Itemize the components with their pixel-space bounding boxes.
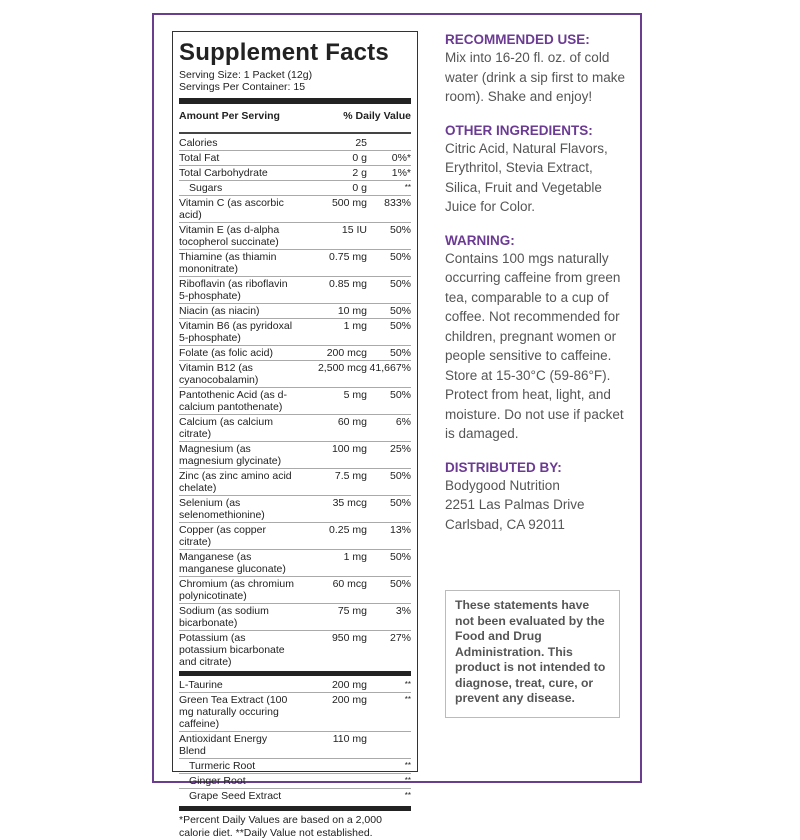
facts-row: [179, 441, 411, 468]
nutrient-daily-value: 50%: [389, 578, 411, 590]
nutrient-amount: [295, 775, 367, 787]
nutrient-name: Total Fat: [179, 152, 220, 164]
facts-row: [179, 603, 411, 630]
facts-row: [179, 692, 411, 731]
nutrient-daily-value: 50%: [389, 497, 411, 509]
nutrient-daily-value: 27%: [389, 632, 411, 644]
warning-heading: WARNING:: [445, 232, 515, 248]
section-divider: [179, 671, 411, 676]
nutrient-amount: 1 mg: [343, 320, 367, 332]
facts-row: [179, 549, 411, 576]
nutrient-daily-value: 50%: [389, 470, 411, 482]
nutrient-amount: 110 mg: [332, 733, 367, 745]
facts-row: [179, 522, 411, 549]
facts-row: [179, 318, 411, 345]
warning-text: Contains 100 mgs naturally occurring caffeine from green tea, comparable to a cup of coffee. Not recommended for children, pregnant women or people sensitive to caffeine. Store at 15-30°C (59-86°F). Protect from heat, light, and moisture. Do not use if packet is damaged.: [445, 250, 624, 441]
nutrient-daily-value: 6%: [395, 416, 411, 428]
nutrient-daily-value: **: [404, 680, 411, 689]
nutrient-amount: 60 mg: [337, 416, 367, 428]
nutrient-name: Calories: [179, 137, 218, 149]
nutrient-amount: 200 mg: [331, 694, 367, 706]
nutrient-amount: 0.85 mg: [329, 278, 367, 290]
nutrient-daily-value: 25%: [389, 443, 411, 455]
thick-divider: [179, 98, 411, 104]
nutrient-daily-value: 13%: [389, 524, 411, 536]
nutrient-name: Chromium (as chromium polynicotinate): [179, 578, 294, 602]
facts-row: [179, 249, 411, 276]
nutrient-name: Ginger Root: [189, 775, 246, 787]
nutrient-name: Vitamin B12 (as cyanocobalamin): [179, 362, 259, 386]
nutrient-amount: 0 g: [352, 182, 367, 194]
nutrient-daily-value: 50%: [389, 551, 411, 563]
nutrient-amount: 35 mcg: [332, 497, 367, 509]
nutrient-name: Vitamin C (as ascorbic acid): [179, 197, 284, 221]
servings-per-container: Servings Per Container: 15: [179, 81, 306, 93]
nutrient-daily-value: **: [404, 761, 411, 770]
facts-row: [179, 788, 411, 803]
nutrient-name: L-Taurine: [179, 679, 223, 691]
nutrient-daily-value: 50%: [389, 320, 411, 332]
nutrient-amount: 100 mg: [331, 443, 367, 455]
nutrient-amount: 5 mg: [343, 389, 367, 401]
nutrient-daily-value: 1%*: [391, 167, 411, 179]
fda-disclaimer: These statements have not been evaluated by the Food and Drug Administration. This product is not intended to diagnose, treat, cure, or prevent any disease.: [445, 590, 620, 718]
nutrient-name: Zinc (as zinc amino acid chelate): [179, 470, 292, 494]
nutrient-amount: 2 g: [352, 167, 367, 179]
nutrient-name: Turmeric Root: [189, 760, 256, 772]
nutrient-daily-value: [367, 733, 411, 757]
nutrient-name: Vitamin B6 (as pyridoxal 5-phosphate): [179, 320, 293, 344]
facts-row: [179, 165, 411, 180]
nutrient-name: Green Tea Extract (100 mg naturally occuring caffeine): [179, 694, 288, 730]
facts-row: [179, 576, 411, 603]
facts-row: [179, 414, 411, 441]
recommended-use-text: Mix into 16-20 fl. oz. of cold water (drink a sip first to make room). Shake and enjoy!: [445, 50, 626, 104]
nutrient-amount: 200 mg: [331, 679, 367, 691]
header-dv: % Daily Value: [343, 110, 411, 122]
nutrient-amount: 1 mg: [343, 551, 367, 563]
nutrient-daily-value: 50%: [389, 251, 411, 263]
nutrient-name: Sugars: [189, 182, 223, 194]
footer-divider: [179, 806, 411, 811]
nutrient-amount: 25: [355, 137, 367, 149]
nutrient-daily-value: **: [404, 183, 411, 192]
nutrient-amount: 0.25 mg: [329, 524, 367, 536]
nutrient-daily-value: 50%: [389, 224, 411, 236]
nutrient-amount: 0 g: [352, 152, 367, 164]
distributor-city: Carlsbad, CA 92011: [445, 516, 565, 532]
nutrient-amount: 0.75 mg: [329, 251, 367, 263]
nutrient-amount: 15 IU: [341, 224, 367, 236]
nutrient-daily-value: **: [404, 776, 411, 785]
facts-row: [179, 773, 411, 788]
header-amount: Amount Per Serving: [179, 110, 280, 122]
nutrient-name: Niacin (as niacin): [179, 305, 260, 317]
facts-row: [179, 495, 411, 522]
facts-row: [179, 222, 411, 249]
distributed-by-heading: DISTRIBUTED BY:: [445, 459, 562, 475]
nutrient-amount: 950 mg: [331, 632, 367, 644]
facts-row: [179, 303, 411, 318]
other-ingredients-heading: OTHER INGREDIENTS:: [445, 122, 593, 138]
nutrient-name: Total Carbohydrate: [179, 167, 268, 179]
facts-row: [179, 758, 411, 773]
nutrient-daily-value: 50%: [389, 389, 411, 401]
nutrient-daily-value: 41,667%: [369, 362, 411, 374]
distributor-address: [445, 476, 630, 535]
nutrient-daily-value: **: [404, 791, 411, 800]
header-divider: [179, 132, 411, 134]
nutrient-name: Riboflavin (as riboflavin 5-phosphate): [179, 278, 288, 302]
nutrient-name: Sodium (as sodium bicarbonate): [179, 605, 269, 629]
nutrient-amount: [295, 790, 367, 802]
nutrient-name: Folate (as folic acid): [179, 347, 273, 359]
facts-title: Supplement Facts: [179, 39, 389, 66]
nutrient-name: Selenium (as selenomethionine): [179, 497, 265, 521]
nutrient-amount: 75 mg: [337, 605, 367, 617]
facts-row: [179, 630, 411, 669]
nutrient-amount: 200 mcg: [326, 347, 367, 359]
info-column: [445, 31, 630, 549]
nutrient-daily-value: 3%: [395, 605, 411, 617]
nutrient-daily-value: 50%: [389, 278, 411, 290]
facts-row: [179, 360, 411, 387]
other-ingredients-text: Citric Acid, Natural Flavors, Erythritol, Stevia Extract, Silica, Fruit and Vegetable Juice for Color.: [445, 140, 608, 214]
nutrient-name: Magnesium (as magnesium glycinate): [179, 443, 282, 467]
nutrient-amount: 500 mg: [331, 197, 367, 209]
nutrient-amount: 2,500 mcg: [317, 362, 367, 374]
nutrient-amount: 60 mcg: [332, 578, 367, 590]
facts-row: [179, 276, 411, 303]
nutrient-name: Pantothenic Acid (as d-calcium pantothenate): [179, 389, 287, 413]
serving-size: Serving Size: 1 Packet (12g): [179, 69, 313, 81]
facts-row: [179, 731, 411, 758]
facts-row: [179, 678, 411, 692]
recommended-use-heading: RECOMMENDED USE:: [445, 32, 590, 47]
nutrient-name: Vitamin E (as d-alpha tocopherol succinate): [179, 224, 280, 248]
nutrient-name: Thiamine (as thiamin mononitrate): [179, 251, 277, 275]
nutrient-amount: 7.5 mg: [334, 470, 367, 482]
distributor-street: 2251 Las Palmas Drive: [445, 497, 585, 512]
facts-row: [179, 180, 411, 195]
nutrient-daily-value: 833%: [384, 197, 411, 209]
nutrient-name: Copper (as copper citrate): [179, 524, 266, 548]
blend-rows: [179, 678, 411, 803]
nutrient-name: Antioxidant Energy Blend: [179, 733, 268, 757]
facts-row: [179, 195, 411, 222]
nutrient-daily-value: 50%: [389, 305, 411, 317]
nutrient-daily-value: **: [404, 695, 411, 704]
nutrient-name: Grape Seed Extract: [189, 790, 282, 802]
daily-value-footnote: *Percent Daily Values are based on a 2,000 calorie diet. **Daily Value not established.: [179, 814, 382, 839]
nutrient-amount: 10 mg: [337, 305, 367, 317]
nutrient-name: Calcium (as calcium citrate): [179, 416, 273, 440]
facts-header: [179, 107, 411, 129]
nutrient-name: Manganese (as manganese gluconate): [179, 551, 286, 575]
facts-row: [179, 345, 411, 360]
nutrient-daily-value: [367, 137, 411, 149]
supplement-facts-panel: [172, 31, 418, 839]
nutrient-rows: [179, 136, 411, 669]
nutrient-amount: [295, 760, 367, 772]
facts-row: [179, 468, 411, 495]
nutrient-name: Potassium (as potassium bicarbonate and citrate): [179, 632, 285, 668]
facts-row: [179, 387, 411, 414]
nutrient-daily-value: 0%*: [391, 152, 411, 164]
nutrient-daily-value: 50%: [389, 347, 411, 359]
facts-row: [179, 150, 411, 165]
facts-row: [179, 136, 411, 150]
distributor-name: Bodygood Nutrition: [445, 477, 560, 493]
